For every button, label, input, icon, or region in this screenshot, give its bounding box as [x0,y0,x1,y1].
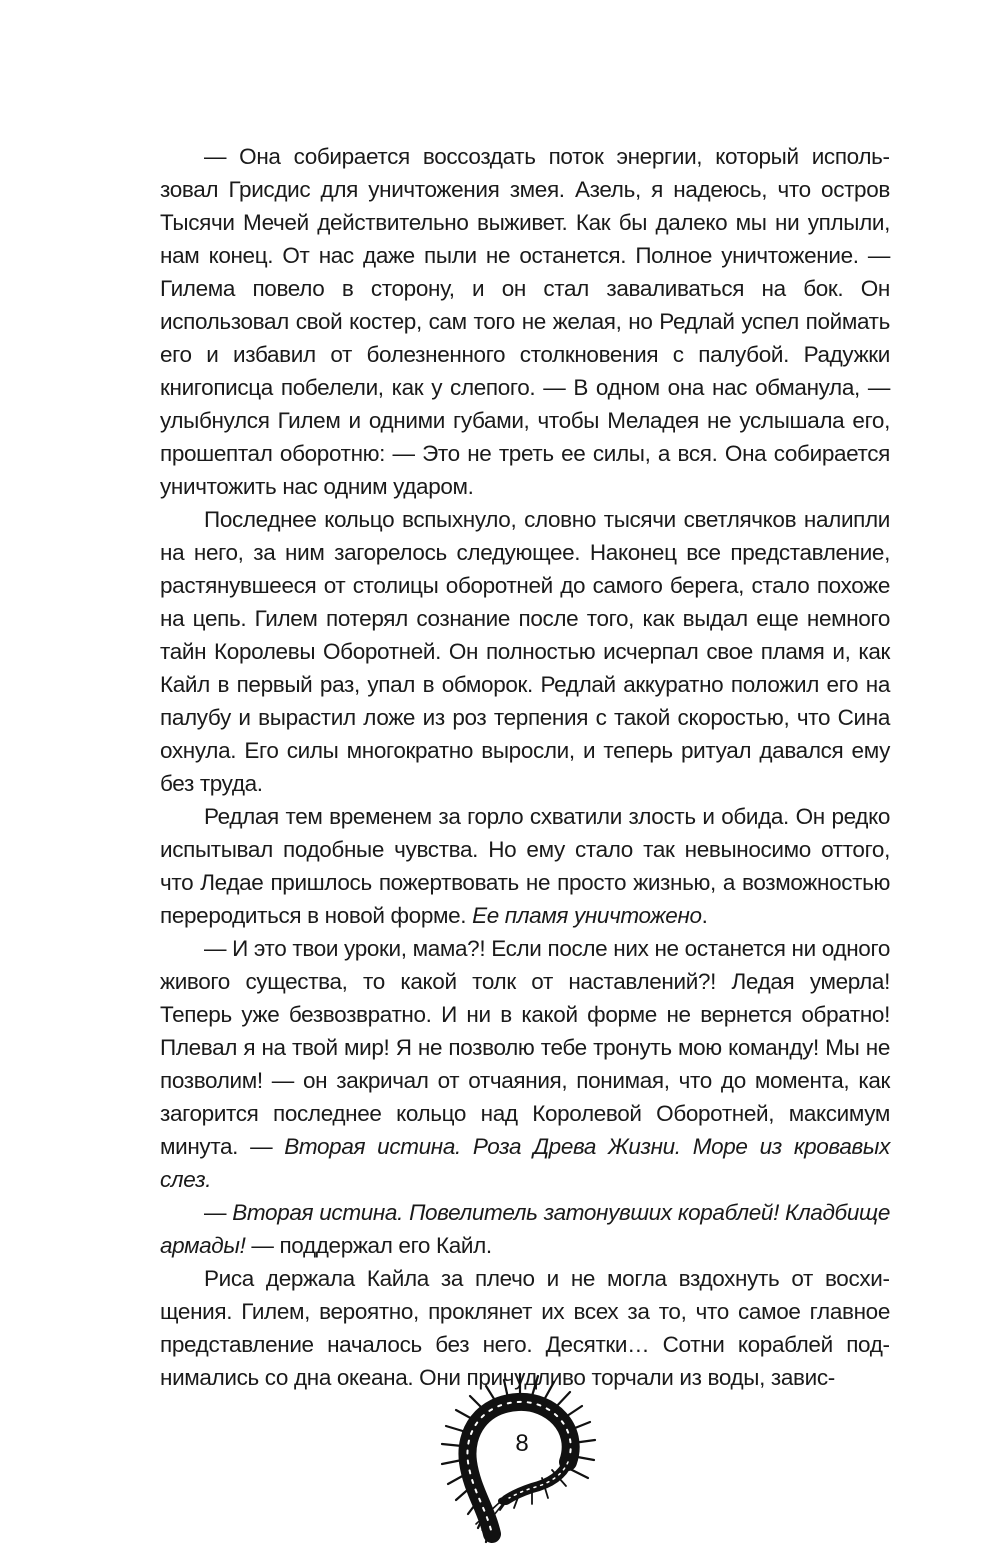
paragraph-1-text: — Она собирается воссоздать поток энергии, который использовал Грисдис для уничтожения змея. Азель, я надеюсь, что остров Тысячи Мечей действительно выживет. Как бы далеко мы ни уплыли, нам конец. От нас даже пыли не останется. Полное уничтожение. — Гилема повело в сторону, и он стал заваливаться на бок. Он использовал свой костер, сам того не желая, но Редлай успел поймать его и избавил от болезненного столкновения с палубой. Радужки книгописца побелели, как у слепого. — В одном она нас обманула, — улыбнулся Гилем и одними губами, чтобы Меладея не услышала его, прошептал оборотню: — Это не треть ее силы, а вся. Она собирается уничтожить нас одним ударом. [160,144,890,499]
paragraph-5-dash: — [204,1200,233,1225]
paragraph-5-italic: Вторая истина. Повелитель затонувших кораблей! Кладбище армады! [160,1200,890,1258]
paragraph-6-text: Риса держала Кайла за плечо и не могла вздохнуть от восхищения. Гилем, вероятно, проклянет их всех за то, что самое главное представление началось без него. Десятки… Сотни кораблей поднимались со дна океана. Они причудливо торчали из воды, завис- [160,1266,890,1390]
paragraph-2-text: Последнее кольцо вспыхнуло, словно тысячи светлячков налипли на него, за ним загорелось следующее. Наконец все представление, растянувшееся от столицы оборотней до самого берега, стало похоже на цепь. Гилем потерял сознание после того, как выдал еще немного тайн Королевы Оборотней. Он полностью исчерпал свое пламя и, как Кайл в первый раз, упал в обморок. Редлай аккуратно положил его на палубу и вырастил ложе из роз терпения с такой скоростью, что Сина охнула. Его силы многократно выросли, и теперь ритуал давался ему без труда. [160,507,890,796]
paragraph-4 [160,932,890,1196]
paragraph-5 [160,1196,890,1262]
paragraph-3-text: Редлая тем временем за горло схватили злость и обида. Он редко испытывал подобные чувства. Но ему стало так невыносимо оттого, что Ледае пришлось пожертвовать не просто жизнью, а возможностью переродиться в новой форме. [160,804,890,928]
paragraph-3 [160,800,890,932]
paragraph-1 [160,140,890,503]
paragraph-5-end: — поддержал его Кайл. [245,1233,492,1258]
paragraph-3-italic: Ее пламя уничтожено [472,903,702,928]
paragraph-2 [160,503,890,800]
page-number: 8 [502,1430,542,1458]
paragraph-3-end: . [701,903,708,928]
paragraph-4-italic: Вторая истина. Роза Древа Жизни. Море из кровавых слез. [160,1134,890,1192]
paragraph-4-text: — И это твои уроки, мама?! Если после них не останется ни одного живого существа, то какой толк от наставлений?! Ледая умерла! Теперь уже безвозвратно. И ни в какой форме не вернется обратно! Плевал я на твой мир! Я не позволю тебе тронуть мою команду! Мы не позволим! — он закричал от отчаяния, понимая, что до момента, как загорится последнее кольцо над Королевой Оборотней, максимум минута. — [160,936,890,1159]
page-body-text [160,140,890,1394]
